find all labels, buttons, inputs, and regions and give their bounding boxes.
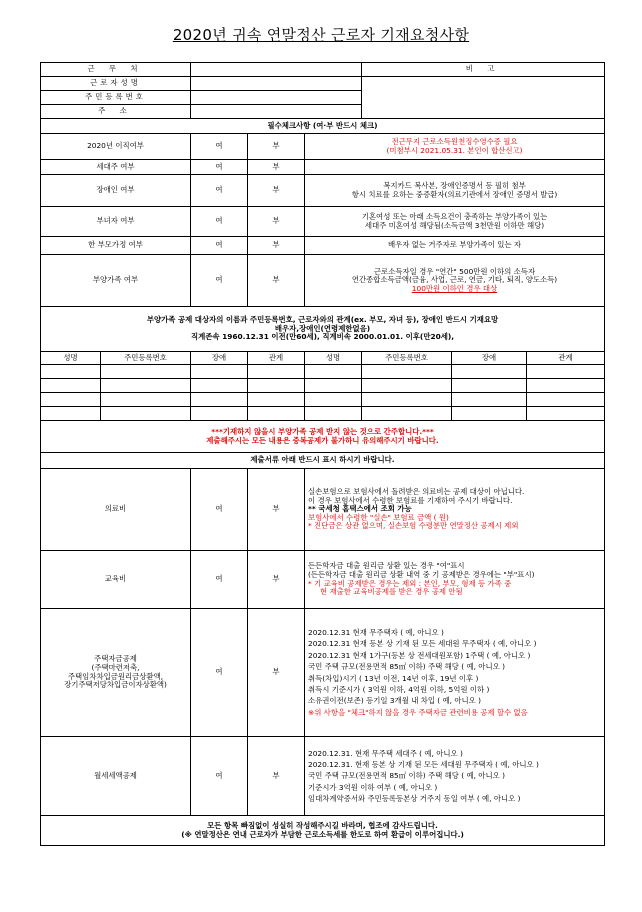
- column-header: 관계: [527, 352, 605, 365]
- yes-checkbox[interactable]: 여: [191, 469, 248, 551]
- note-line: 기혼여성 또는 아래 소득요건이 충족하는 부양가족이 있는: [361, 211, 548, 221]
- required-row-notes: [305, 207, 605, 237]
- note-line: (미첨부시 2021.05.31. 본인이 합산신고): [386, 145, 523, 155]
- note-line: 세대주 미혼여성 해당됨(소득금액 3천만원 이하만 해당): [364, 220, 545, 230]
- yes-checkbox[interactable]: 여: [191, 737, 248, 816]
- dependent-cell[interactable]: [41, 407, 101, 421]
- workplace-field[interactable]: [191, 63, 362, 77]
- required-row-label: 장애인 여부: [41, 175, 191, 207]
- no-checkbox[interactable]: 부: [248, 207, 305, 237]
- dependent-row: [41, 393, 605, 407]
- dependent-cell[interactable]: [101, 379, 191, 393]
- required-row-label: 2020년 이직여부: [41, 134, 191, 160]
- no-checkbox[interactable]: 부: [248, 469, 305, 551]
- note-line: 든든학자금 대출 원리금 상환 있는 경우 "여"표시: [308, 561, 465, 571]
- note-line: 연간종합소득금액(금융, 사업, 근로, 연금, 기타, 퇴직, 양도소득): [351, 275, 558, 285]
- yes-checkbox[interactable]: 여: [191, 175, 248, 207]
- column-header: 성명: [305, 352, 362, 365]
- dependent-cell[interactable]: [248, 379, 305, 393]
- no-checkbox[interactable]: 부: [248, 609, 305, 737]
- label-line: 장기주택저당차입금이자상환액): [64, 680, 167, 690]
- housing-option[interactable]: 소유권이전(보존) 등기일 3개월 내 차입 ( 예, 아니오 ): [308, 696, 482, 706]
- label-line: 주택자금공제: [94, 654, 137, 664]
- required-row-notes: [305, 255, 605, 307]
- note-line: 근로소득자일 경우 "연간" 500만원 이하의 소득자: [373, 266, 536, 276]
- note-line: 전근무지 근로소득원천징수영수증 필요: [391, 136, 518, 146]
- column-header: 장애: [452, 352, 527, 365]
- education-label: 교육비: [41, 551, 191, 609]
- education-notes: [305, 551, 605, 609]
- note-line: ** 국세청 홈택스에서 조회 가능: [308, 504, 412, 514]
- dependent-cell[interactable]: [452, 379, 527, 393]
- medical-label: 의료비: [41, 469, 191, 551]
- dependent-cell[interactable]: [41, 365, 101, 379]
- name-field[interactable]: [191, 77, 362, 91]
- dependent-cell[interactable]: [191, 379, 248, 393]
- required-row-label: 부녀자 여부: [41, 207, 191, 237]
- dependent-cell[interactable]: [305, 407, 362, 421]
- column-header: 관계: [248, 352, 305, 365]
- remarks-field[interactable]: [362, 77, 605, 119]
- note-line: (든든학자금 대출 원리금 상환 내역 중 기 공제받은 경우에는 "부"표시): [308, 569, 535, 579]
- housing-option[interactable]: 취득시 기준시가 ( 3억원 이하, 4억원 이하, 5억원 이하 ): [308, 684, 490, 694]
- rrn-field[interactable]: [191, 91, 362, 105]
- dependent-cell[interactable]: [452, 393, 527, 407]
- dependent-cell[interactable]: [248, 393, 305, 407]
- dependent-cell[interactable]: [362, 379, 452, 393]
- dependent-cell[interactable]: [452, 365, 527, 379]
- required-row-notes: [305, 175, 605, 207]
- dependent-cell[interactable]: [101, 365, 191, 379]
- dependent-cell[interactable]: [248, 365, 305, 379]
- no-checkbox[interactable]: 부: [248, 134, 305, 160]
- yes-checkbox[interactable]: 여: [191, 207, 248, 237]
- required-row-label: 한 부모가정 여부: [41, 237, 191, 255]
- footer-note: [41, 816, 605, 846]
- dependent-cell[interactable]: [191, 365, 248, 379]
- intro-line: 직계존속 1960.12.31 이전(만60세), 직계비속 2000.01.01. 이후(만20세),: [190, 332, 455, 342]
- dependent-row: [41, 365, 605, 379]
- address-label: 주 소: [41, 105, 191, 119]
- housing-option[interactable]: 2020.12.31 현재 무주택자 ( 예, 아니오 ): [308, 627, 444, 637]
- column-header: 장애: [191, 352, 248, 365]
- rent-option[interactable]: 기준시가 3억원 이하 여부 ( 예, 아니오 ): [308, 782, 438, 792]
- required-row-notes: [305, 134, 605, 160]
- note-line: 실손보험으로 보험사에서 돌려받은 의료비는 공제 대상이 아닙니다.: [308, 487, 525, 497]
- no-checkbox[interactable]: 부: [248, 737, 305, 816]
- yes-checkbox[interactable]: 여: [191, 134, 248, 160]
- dependent-cell[interactable]: [191, 407, 248, 421]
- note-line: 현 재출한 교육비공제를 받은 경우 공제 안됨: [320, 587, 463, 597]
- dependent-cell[interactable]: [305, 379, 362, 393]
- dependent-cell[interactable]: [362, 365, 452, 379]
- dependent-row: [41, 379, 605, 393]
- yes-checkbox[interactable]: 여: [191, 551, 248, 609]
- dependent-cell[interactable]: [527, 393, 605, 407]
- document-title: 2020년 귀속 연말정산 근로자 기재요청사항: [172, 26, 470, 44]
- remarks-label: 비 고: [362, 63, 605, 77]
- required-row-notes: 배우자 없는 거주자로 부양가족이 있는 자: [305, 237, 605, 255]
- name-label: 근로자성명: [41, 77, 191, 91]
- housing-option[interactable]: 2020.12.31 현재 등본 상 기재 된 모든 세대원 무주택자 ( 예, 아니오 ): [308, 639, 537, 649]
- dependent-cell[interactable]: [41, 393, 101, 407]
- dependent-cell[interactable]: [452, 407, 527, 421]
- column-header: 주민등록번호: [362, 352, 452, 365]
- warning-line: ***기재하지 않을시 부양가족 공제 받지 않는 것으로 간주합니다.***: [211, 426, 434, 436]
- dependent-cell[interactable]: [191, 393, 248, 407]
- yes-checkbox[interactable]: 여: [191, 609, 248, 737]
- label-line: 주택임차차입금원리금상환액,: [67, 671, 164, 681]
- housing-label: [41, 609, 191, 737]
- no-checkbox[interactable]: 부: [248, 255, 305, 307]
- dependents-intro: [41, 307, 605, 352]
- dependent-cell[interactable]: [527, 365, 605, 379]
- housing-warning: ※위 사항을 "체크"하지 않을 경우 주택자금 관련비용 공제 할수 없음: [308, 707, 528, 717]
- rent-option[interactable]: 2020.12.31. 현재 등본 상 기재 된 모든 세대원 무주택자 ( 예, 아니오 ): [308, 760, 539, 770]
- rent-option[interactable]: 임대차계약증서와 주민등록등본상 거주지 동일 여부 ( 예, 아니오 ): [308, 793, 521, 803]
- housing-option[interactable]: 취득(차입)시기 ( 13년 이전, 14년 이후, 19년 이후 ): [308, 673, 479, 683]
- dependent-cell[interactable]: [362, 407, 452, 421]
- note-line: 항시 치료를 요하는 중증환자(의료기관에서 장애인 증명서 발급): [351, 189, 558, 199]
- note-line: * 기 교육비 공제받은 경우는 제외 : 본인, 부모, 형제 등 가족 중: [308, 578, 512, 588]
- no-checkbox[interactable]: 부: [248, 551, 305, 609]
- required-row-notes: [305, 160, 605, 175]
- required-row-label: 세대주 여부: [41, 160, 191, 175]
- dependent-cell[interactable]: [41, 379, 101, 393]
- intro-line: 부양가족 공제 대상자의 이름과 주민등록번호, 근로자와의 관계(ex. 부모, 자녀 등), 장애인 반드시 기재요망: [146, 315, 499, 325]
- rrn-label: 주민등록번호: [41, 91, 191, 105]
- dependents-table-header: [41, 352, 605, 365]
- no-checkbox[interactable]: 부: [248, 237, 305, 255]
- column-header: 주민등록번호: [101, 352, 191, 365]
- dependent-cell[interactable]: [305, 365, 362, 379]
- dependent-cell[interactable]: [362, 393, 452, 407]
- request-form-table: [40, 62, 605, 846]
- yes-checkbox[interactable]: 여: [191, 237, 248, 255]
- rent-notes: [305, 737, 605, 816]
- housing-option[interactable]: 국민 주택 규모(전용면적 85㎡ 이하) 주택 해당 ( 예, 아니오 ): [308, 662, 505, 672]
- dependent-cell[interactable]: [527, 407, 605, 421]
- no-checkbox[interactable]: 부: [248, 160, 305, 175]
- footer-line: (※ 연말정산은 연내 근로자가 부담한 근로소득세를 한도로 하여 환급이 이루어집니다.): [181, 829, 464, 839]
- rent-option[interactable]: 2020.12.31. 현재 무주택 세대주 ( 예, 아니오 ): [308, 749, 463, 759]
- dependent-cell[interactable]: [101, 407, 191, 421]
- housing-notes: [305, 609, 605, 737]
- dependent-cell[interactable]: [527, 379, 605, 393]
- intro-line: 배우자,장애인(연령제한없음): [274, 323, 371, 333]
- medical-notes: [305, 469, 605, 551]
- column-header: 성명: [41, 352, 101, 365]
- note-line: 복지카드 복사본, 장애인증명서 등 필히 첨부: [383, 180, 526, 190]
- dependent-cell[interactable]: [248, 407, 305, 421]
- address-field[interactable]: [191, 105, 362, 119]
- rent-option[interactable]: 국민 주택 규모(전용면적 85㎡ 이하) 주택 해당 ( 예, 아니오 ): [308, 771, 505, 781]
- documents-heading: 제출서류 아래 반드시 표시 하시기 바랍니다.: [41, 453, 605, 469]
- workplace-label: 근 무 처: [41, 63, 191, 77]
- rent-label: 월세세액공제: [41, 737, 191, 816]
- dependents-warning: [41, 421, 605, 453]
- dependent-cell[interactable]: [305, 393, 362, 407]
- no-checkbox[interactable]: 부: [248, 175, 305, 207]
- yes-checkbox[interactable]: 여: [191, 255, 248, 307]
- dependent-cell[interactable]: [101, 393, 191, 407]
- note-line: * 진단금은 상관 없으며, 실손보험 수령분만 연말정산 공제시 제외: [308, 521, 519, 531]
- yes-checkbox[interactable]: 여: [191, 160, 248, 175]
- required-row-label: 부양가족 여부: [41, 255, 191, 307]
- required-heading: 필수체크사항 (여·부 반드시 체크): [41, 119, 605, 134]
- warning-line: 제출해주시는 모든 내용은 중복공제가 불가하니 유의해주시기 바랍니다.: [206, 435, 439, 445]
- note-line-highlight: 100만원 이하인 경우 대상: [411, 283, 498, 293]
- dependent-row: [41, 407, 605, 421]
- note-line: 이 경우 보험사에서 수령한 보험료를 기재하여 주시기 바랍니다.: [308, 495, 513, 505]
- insurance-amount-line[interactable]: 보험사에서 수령한 "실손" 보험료 금액 ( 원): [308, 512, 449, 522]
- label-line: (주택마련저축,: [91, 662, 140, 672]
- footer-line: 모든 항목 빠짐없이 성실히 작성해주시길 바라며, 협조에 감사드립니다.: [207, 820, 438, 830]
- housing-option[interactable]: 2020.12.31 현재 1가구(등본 상 전세대원포함) 1주택 ( 예, 아니오 ): [308, 650, 531, 660]
